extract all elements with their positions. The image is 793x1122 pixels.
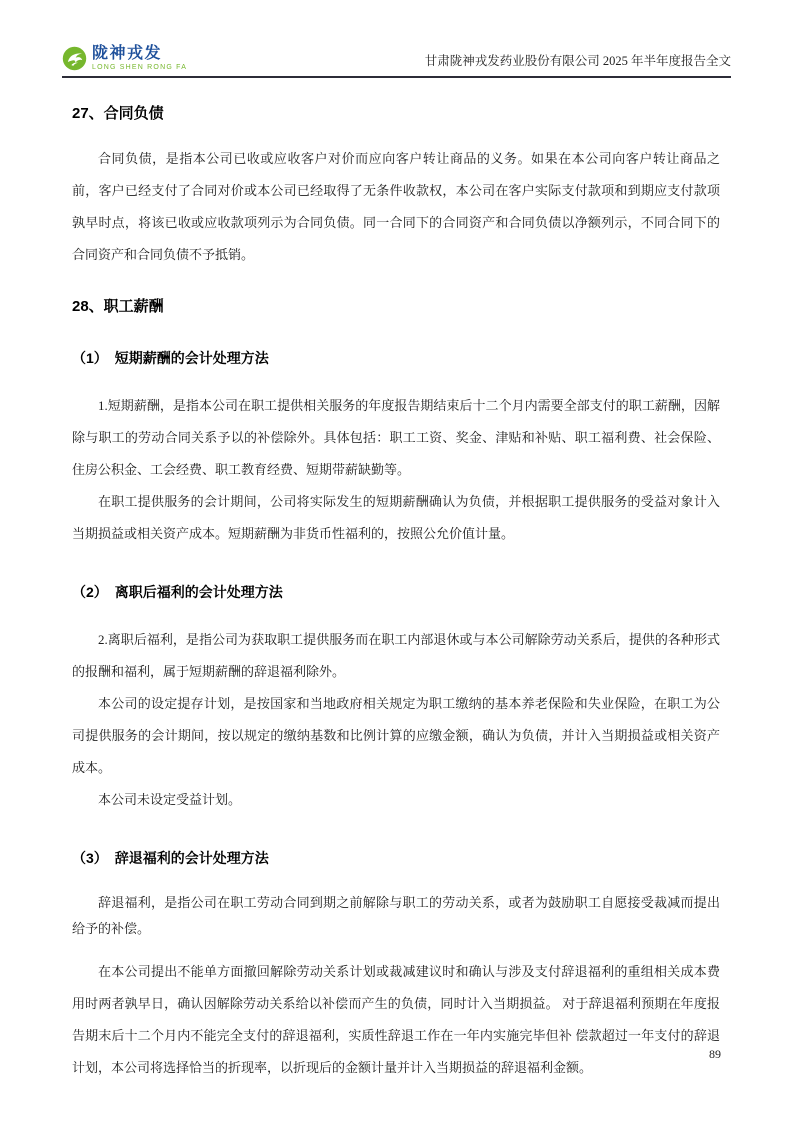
subsection-heading-3: （3） 辞退福利的会计处理方法 <box>72 850 269 866</box>
page-header <box>62 46 731 78</box>
subsection-heading-1: （1） 短期薪酬的会计处理方法 <box>72 350 269 366</box>
section-heading-27: 27、合同负债 <box>72 105 164 122</box>
paragraph: 在职工提供服务的会计期间，公司将实际发生的短期薪酬确认为负债，并根据职工提供服务的受益对象计入当期损益或相关资产成本。短期薪酬为非货币性福利的，按照公允价值计量。 <box>72 494 720 541</box>
paragraph: 2.离职后福利，是指公司为获取职工提供服务而在职工内部退休或与本公司解除劳动关系后，提供的各种形式的报酬和福利，属于短期薪酬的辞退福利除外。 <box>72 632 720 679</box>
logo-name-cn: 陇神戎发 <box>92 45 163 62</box>
paragraph: 本公司未设定受益计划。 <box>98 792 242 807</box>
paragraph: 1.短期薪酬，是指本公司在职工提供相关服务的年度报告期结束后十二个月内需要全部支付的职工薪酬，因解除与职工的劳动合同关系予以的补偿除外。具体包括：职工工资、奖金、津贴和补贴、职工福利费、社会保险、住房公积金、工会经费、职工教育经费、短期带薪缺勤等。 <box>72 398 720 477</box>
subsection-short-term <box>72 348 720 550</box>
company-logo <box>62 46 187 71</box>
logo-name-en: LONG SHEN RONG FA <box>92 64 188 71</box>
paragraph: 本公司的设定提存计划，是按国家和当地政府相关规定为职工缴纳的基本养老保险和失业保险，在职工为公司提供服务的会计期间，按以规定的缴纳基数和比例计算的应缴金额，确认为负债，并计入当期损益或相关资产成本。 <box>72 696 720 775</box>
document-body <box>72 102 720 1084</box>
section-heading-28: 28、职工薪酬 <box>72 298 164 315</box>
subsection-termination-benefits <box>72 848 720 1084</box>
subsection-heading-2: （2） 离职后福利的会计处理方法 <box>72 584 283 600</box>
document-title: 甘肃陇神戎发药业股份有限公司 2025 年半年度报告全文 <box>424 54 731 68</box>
paragraph: 在本公司提出不能单方面撤回解除劳动关系计划或裁减建议时和确认与涉及支付辞退福利的重组相关成本费用时两者孰早日，确认因解除劳动关系给以补偿而产生的负债，同时计入当期损益。 对于辞退福利预期在年度报告期末后十二个月内不能完全支付的辞退福利，实质性辞退工作在一年内实施完毕但补 偿款超过一年支付的辞退计划，本公司将选择恰当的折现率，以折现后的金额计量并计入当期损益的辞退福利金额。 <box>72 964 720 1075</box>
paragraph: 辞退福利，是指公司在职工劳动合同到期之前解除与职工的劳动关系，或者为鼓励职工自愿接受裁减而提出给予的补偿。 <box>72 895 720 936</box>
longshen-logo-icon <box>62 46 87 71</box>
section-28-employee-compensation <box>72 295 720 1084</box>
section-27-contract-liabilities <box>72 102 720 271</box>
paragraph: 合同负债，是指本公司已收或应收客户对价而应向客户转让商品的义务。如果在本公司向客户转让商品之前，客户已经支付了合同对价或本公司已经取得了无条件收款权，本公司在客户实际支付款项和到期应支付款项孰早时点，将该已收或应收款项列示为合同负债。同一合同下的合同资产和合同负债以净额列示，不同合同下的合同资产和合同负债不予抵销。 <box>72 151 720 262</box>
page-number: 89 <box>709 1047 721 1061</box>
subsection-post-employment <box>72 582 720 816</box>
